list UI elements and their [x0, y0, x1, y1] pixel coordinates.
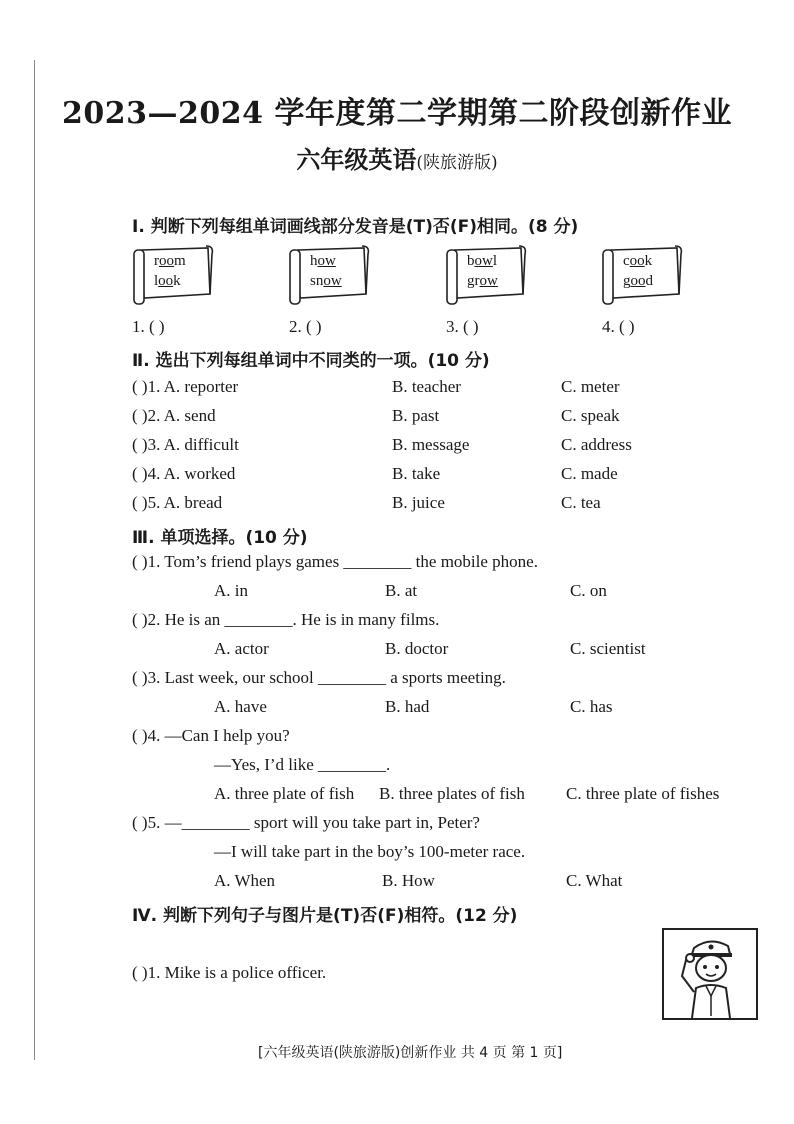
s2-row4-question: ( )4. A. worked	[132, 464, 236, 483]
scroll-word-1: how	[310, 253, 336, 269]
s1-answer-blank-4[interactable]: 4. ( )	[602, 317, 635, 336]
page-footer: [六年级英语(陕旅游版)创新作业 共 4 页 第 1 页]	[258, 1045, 563, 1061]
s3-q2-option-c: C. scientist	[570, 639, 646, 658]
s3-q1-option-a: A. in	[214, 581, 248, 600]
s3-q2-stem: ( )2. He is an ________. He is in many films.	[132, 610, 440, 629]
scroll-word-1: cook	[623, 253, 653, 269]
s3-q3-option-c: C. has	[570, 697, 613, 716]
s3-q4-option-c: C. three plate of fishes	[566, 784, 720, 803]
page-subtitle	[0, 140, 794, 175]
police-officer-picture	[662, 928, 758, 1020]
s2-row2-option-c: C. speak	[561, 406, 620, 425]
section4-heading: Ⅳ. 判断下列句子与图片是(T)否(F)相符。(12 分)	[132, 906, 518, 926]
subtitle-edition: (陕旅游版)	[416, 153, 498, 173]
s3-q5-option-a: A. When	[214, 871, 276, 890]
police-officer-icon	[664, 930, 756, 1018]
s3-q2-option-b: B. doctor	[385, 639, 449, 658]
s1-answer-blank-2[interactable]: 2. ( )	[289, 317, 322, 336]
s2-row5-option-b: B. juice	[392, 493, 445, 512]
s3-q4-option-a: A. three plate of fish	[214, 784, 355, 803]
s2-row3-question: ( )3. A. difficult	[132, 435, 239, 454]
s2-row2-question: ( )2. A. send	[132, 406, 216, 425]
s3-q5-option-b: B. How	[382, 871, 435, 890]
s2-row1-question: ( )1. A. reporter	[132, 377, 239, 396]
section1-heading: Ⅰ. 判断下列每组单词画线部分发音是(T)否(F)相同。(8 分)	[132, 217, 579, 237]
s2-row1-option-c: C. meter	[561, 377, 620, 396]
s3-q5-option-c: C. What	[566, 871, 623, 890]
s3-q5-line2: —I will take part in the boy’s 100-meter race.	[214, 842, 526, 861]
s3-q1-option-c: C. on	[570, 581, 607, 600]
section3-heading: Ⅲ. 单项选择。(10 分)	[132, 528, 308, 548]
s3-q4-option-b: B. three plates of fish	[379, 784, 525, 803]
s1-answer-blank-3[interactable]: 3. ( )	[446, 317, 479, 336]
scroll-word-2: look	[154, 273, 181, 289]
word-scroll-4	[599, 244, 685, 306]
subtitle-text: 六年级英语	[296, 145, 417, 174]
page-title: 2023—2024 学年度第二学期第二阶段创新作业	[62, 96, 732, 131]
s2-row3-option-c: C. address	[561, 435, 632, 454]
section2-heading: Ⅱ. 选出下列每组单词中不同类的一项。(10 分)	[132, 351, 490, 371]
s3-q5-stem: ( )5. —________ sport will you take part in, Peter?	[132, 813, 480, 832]
s2-row1-option-b: B. teacher	[392, 377, 461, 396]
scroll-word-1: room	[154, 253, 186, 269]
scroll-word-2: snow	[310, 273, 342, 289]
s3-q3-option-b: B. had	[385, 697, 430, 716]
scroll-word-2: good	[623, 273, 653, 289]
s1-answer-blank-1[interactable]: 1. ( )	[132, 317, 165, 336]
word-scroll-2	[286, 244, 372, 306]
s2-row4-option-c: C. made	[561, 464, 618, 483]
s2-row3-option-b: B. message	[392, 435, 470, 454]
s3-q2-option-a: A. actor	[214, 639, 269, 658]
scroll-word-2: grow	[467, 273, 498, 289]
s2-row5-option-c: C. tea	[561, 493, 601, 512]
s2-row2-option-b: B. past	[392, 406, 440, 425]
word-scroll-3	[443, 244, 529, 306]
s3-q1-stem: ( )1. Tom’s friend plays games ________ the mobile phone.	[132, 552, 538, 571]
s2-row4-option-b: B. take	[392, 464, 441, 483]
s3-q1-option-b: B. at	[385, 581, 418, 600]
s3-q3-stem: ( )3. Last week, our school ________ a sports meeting.	[132, 668, 506, 687]
s4-q1-stem: ( )1. Mike is a police officer.	[132, 963, 327, 982]
s2-row5-question: ( )5. A. bread	[132, 493, 223, 512]
s3-q4-line2: —Yes, I’d like ________.	[214, 755, 391, 774]
s3-q3-option-a: A. have	[214, 697, 267, 716]
binding-margin-line	[34, 60, 35, 1060]
word-scroll-1	[130, 244, 216, 306]
scroll-word-1: bowl	[467, 253, 498, 269]
s3-q4-stem: ( )4. —Can I help you?	[132, 726, 290, 745]
